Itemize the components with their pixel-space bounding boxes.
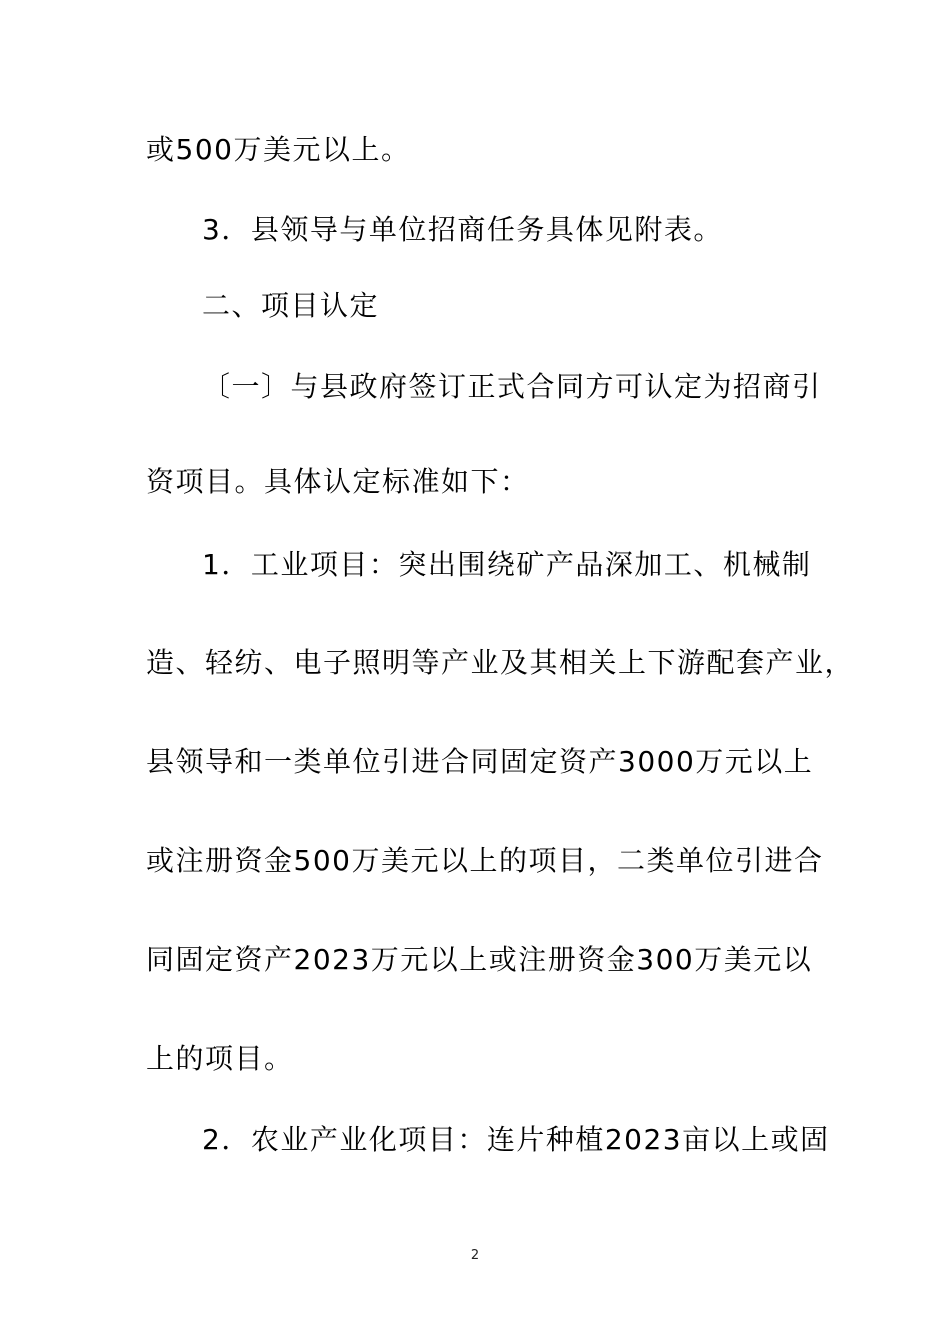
text-line: 1．工业项目：突出围绕矿产品深加工、机械制 (202, 548, 812, 581)
text-line: 〔一〕与县政府签订正式合同方可认定为招商引 (202, 370, 822, 403)
text-line: 或注册资金500万美元以上的项目，二类单位引进合 (146, 844, 824, 877)
page-number: 2 (470, 1248, 480, 1263)
text-line: 资项目。具体认定标准如下： (146, 465, 530, 498)
text-line: 3．县领导与单位招商任务具体见附表。 (202, 213, 723, 246)
text-line: 县领导和一类单位引进合同固定资产3000万元以上 (146, 745, 814, 778)
text-line: 造、轻纺、电子照明等产业及其相关上下游配套产业， (146, 646, 855, 679)
section-heading: 二、项目认定 (202, 289, 380, 322)
text-line: 同固定资产2023万元以上或注册资金300万美元以 (146, 943, 813, 976)
text-line: 上的项目。 (146, 1042, 294, 1075)
text-line: 2．农业产业化项目：连片种植2023亩以上或固 (202, 1123, 830, 1156)
text-line: 或500万美元以上。 (146, 133, 411, 166)
